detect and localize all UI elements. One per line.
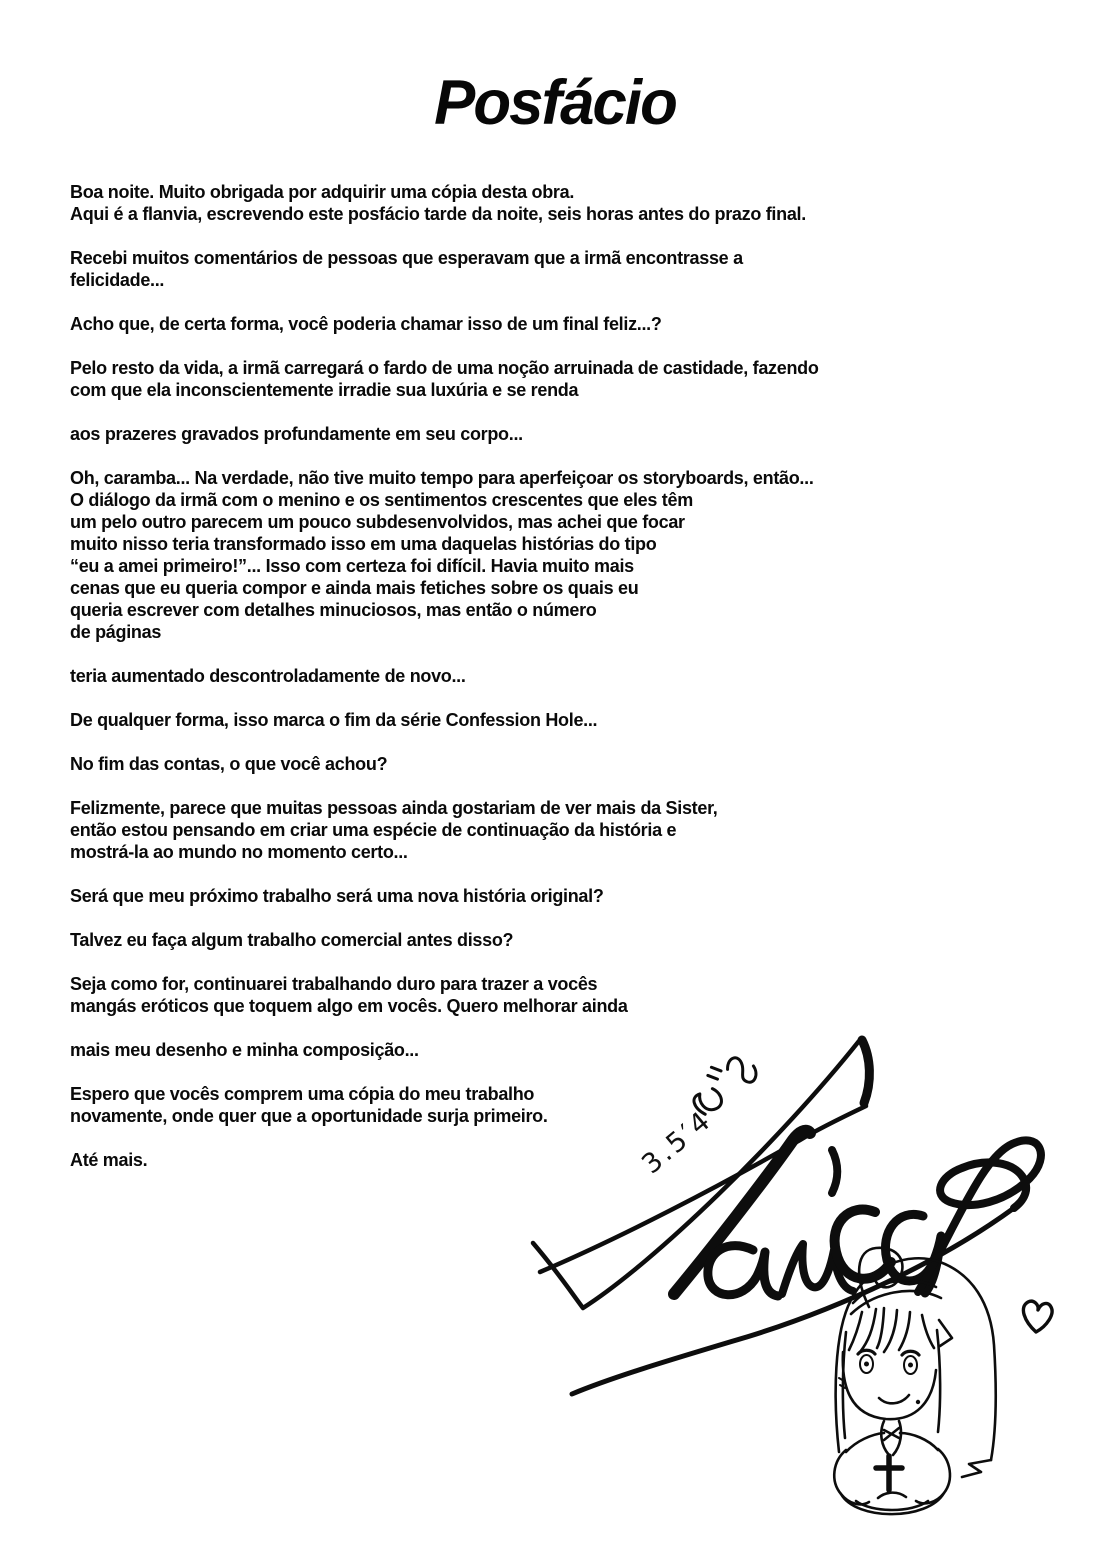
veil-hem <box>962 1460 991 1477</box>
paragraph: Talvez eu faça algum trabalho comercial antes disso? <box>70 930 514 950</box>
signature-apostrophe <box>862 1040 869 1103</box>
page-title: Posfácio <box>434 68 676 138</box>
hands <box>878 1493 906 1498</box>
braid <box>881 1421 901 1455</box>
dakuten-mark <box>705 1064 723 1082</box>
paragraph: aos prazeres gravados profundamente em seu corpo... <box>70 424 523 444</box>
face-outline <box>843 1352 936 1419</box>
right-eye-lid <box>902 1351 919 1355</box>
heart-doodle <box>1023 1301 1052 1332</box>
date-inscription <box>623 1046 769 1180</box>
chibi-nun-drawing <box>834 1248 995 1514</box>
arm-right <box>916 1449 950 1503</box>
paragraph: Até mais. <box>70 1150 148 1170</box>
bangs <box>849 1308 934 1352</box>
hook-mark <box>724 1051 761 1089</box>
paragraph: mais meu desenho e minha composição... <box>70 1040 419 1060</box>
paragraph: Acho que, de certa forma, você poderia chamar isso de um final feliz...? <box>70 314 662 334</box>
signature-artwork <box>528 1012 1110 1538</box>
arm-left <box>834 1450 869 1504</box>
paragraph: Pelo resto da vida, a irmã carregará o fardo de uma noção arruinada de castidade, fazendo com que ela inconscientemente irradie sua luxúria e se renda <box>70 358 819 400</box>
paragraph: teria aumentado descontroladamente de novo... <box>70 666 466 686</box>
hair-tuft-right <box>939 1320 952 1346</box>
paragraph: Boa noite. Muito obrigada por adquirir uma cópia desta obra. Aqui é a flanvia, escrevendo este posfácio tarde da noite, seis horas antes do prazo final. <box>70 182 806 224</box>
right-pupil <box>908 1363 913 1368</box>
paragraph: Será que meu próximo trabalho será uma nova história original? <box>70 886 604 906</box>
cross-pendant <box>876 1456 902 1490</box>
collar-left <box>846 1433 884 1452</box>
paragraph: De qualquer forma, isso marca o fim da série Confession Hole... <box>70 710 598 730</box>
mouth-smile <box>879 1395 909 1403</box>
author-signature <box>533 1040 1041 1394</box>
signature-letter-a1 <box>708 1246 778 1296</box>
paragraph: No fim das contas, o que você achou? <box>70 754 388 774</box>
mole-dot <box>916 1400 920 1404</box>
left-pupil <box>864 1362 869 1367</box>
date-inscription-text: 3.5′4 <box>636 1104 719 1181</box>
paragraph: Seja como for, continuarei trabalhando duro para trazer a vocês mangás eróticos que toquem algo em vocês. Quero melhorar ainda <box>70 974 628 1016</box>
paragraph: Oh, caramba... Na verdade, não tive muito tempo para aperfeiçoar os storyboards, então... O diálogo da irmã com o menino e os sentimentos crescentes que eles têm um pelo outro parecem um pouco subdesenvolvidos, mas achei que focar muito nisso teria transformado isso em uma daquelas histórias do tipo “eu a amei primeiro!”... Isso com certeza foi difícil. Havia muito mais cenas que eu queria compor e ainda mais fetiches sobre os quais eu queria escrever com detalhes minuciosos, mas então o número de páginas <box>70 468 814 642</box>
collar-right <box>900 1433 938 1450</box>
paragraph: Felizmente, parece que muitas pessoas ainda gostariam de ver mais da Sister, então estou pensando em criar uma espécie de continuação da história e mostrá-la ao mundo no momento certo... <box>70 798 718 862</box>
paragraph: Espero que vocês comprem uma cópia do meu trabalho novamente, onde quer que a oportunidade surja primeiro. <box>70 1084 548 1126</box>
paragraph: Recebi muitos comentários de pessoas que esperavam que a irmã encontrasse a felicidade... <box>70 248 743 290</box>
signature-accent-tick <box>832 1150 837 1193</box>
left-eye-lid <box>858 1350 875 1354</box>
